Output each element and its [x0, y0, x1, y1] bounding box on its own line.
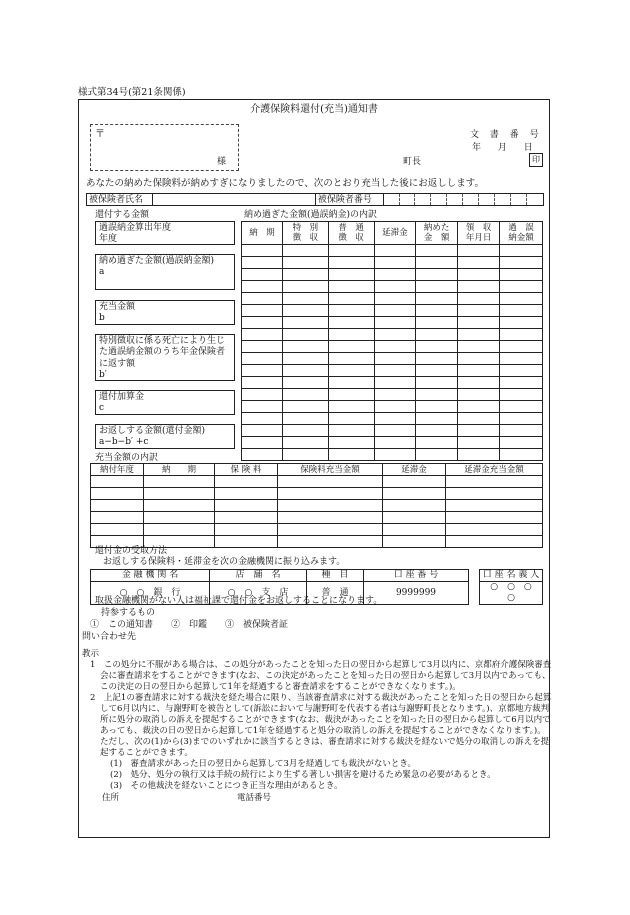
instruction-para-1: 1 この処分に不服がある場合は、この処分があったことを知った日の翌日から起算して3月以内に、京都府介護保険審査会に審査請求をすることができます(なお、この決定があったことを知った日の翌日から起算して3月以内であっても、この決定の日の翌日から起算して1年を経過すると審査請求をすることができなくなります。)。 — [90, 660, 552, 692]
overpaid-cell[interactable] — [282, 245, 328, 257]
overpaid-cell[interactable] — [328, 437, 374, 449]
allocation-cell[interactable] — [215, 488, 278, 500]
allocation-cell[interactable] — [383, 524, 446, 536]
overpaid-cell[interactable] — [242, 449, 283, 461]
overpaid-cell[interactable] — [282, 269, 328, 281]
overpaid-cell[interactable] — [374, 257, 416, 269]
overpaid-cell[interactable] — [242, 317, 283, 329]
overpaid-cell[interactable] — [416, 329, 458, 341]
allocation-cell[interactable] — [91, 512, 144, 524]
overpaid-cell[interactable] — [500, 269, 543, 281]
allocation-cell[interactable] — [383, 536, 446, 548]
contact-label: 問い合わせ先 — [82, 632, 137, 642]
bank-header: 金 融 機 関 名 — [91, 570, 210, 582]
overpaid-cell[interactable] — [282, 305, 328, 317]
overpaid-cell[interactable] — [416, 353, 458, 365]
overpaid-cell[interactable] — [374, 413, 416, 425]
allocation-cell[interactable] — [383, 500, 446, 512]
bank-spacer — [469, 582, 480, 605]
refund-allocated-box: 充当金額 b — [95, 300, 235, 325]
overpaid-cell[interactable] — [328, 401, 374, 413]
allocation-cell[interactable] — [446, 476, 543, 488]
overpaid-cell[interactable] — [282, 281, 328, 293]
insured-name-field[interactable] — [153, 194, 316, 205]
overpaid-cell[interactable] — [374, 317, 416, 329]
overpaid-cell[interactable] — [328, 389, 374, 401]
insured-number-digit[interactable] — [400, 194, 416, 205]
overpaid-cell[interactable] — [416, 389, 458, 401]
overpaid-cell[interactable] — [500, 293, 543, 305]
mayor-label: 町長 — [403, 157, 422, 167]
overpaid-cell[interactable] — [282, 389, 328, 401]
overpaid-cell[interactable] — [328, 365, 374, 377]
overpaid-cell[interactable] — [328, 245, 374, 257]
allocation-header: 保 険 料 — [215, 464, 278, 476]
overpaid-cell[interactable] — [242, 257, 283, 269]
overpaid-cell[interactable] — [242, 269, 283, 281]
refund-year-box: 過誤納金算出年度 年度 — [95, 221, 235, 245]
overpaid-row — [242, 413, 543, 425]
overpaid-cell[interactable] — [500, 305, 543, 317]
bank-value: ○ ○ 銀 行 — [91, 582, 210, 605]
overpaid-cell[interactable] — [242, 341, 283, 353]
refund-additional-box: 還付加算金 c — [95, 390, 235, 415]
overpaid-cell[interactable] — [242, 413, 283, 425]
overpaid-cell[interactable] — [458, 269, 500, 281]
insured-info-row — [86, 193, 544, 206]
overpaid-cell[interactable] — [416, 305, 458, 317]
allocation-header: 保険料充当金額 — [278, 464, 383, 476]
address-label: 住所 — [102, 793, 120, 803]
overpaid-row — [242, 389, 543, 401]
overpaid-header: 特 別 徴 収 — [282, 222, 328, 245]
overpaid-header: 普 通 徴 収 — [328, 222, 374, 245]
insured-number-digit[interactable] — [463, 194, 479, 205]
overpaid-cell[interactable] — [374, 425, 416, 437]
overpaid-cell[interactable] — [242, 377, 283, 389]
overpaid-cell[interactable] — [282, 377, 328, 389]
overpaid-cell[interactable] — [282, 353, 328, 365]
overpaid-cell[interactable] — [374, 293, 416, 305]
overpaid-cell[interactable] — [458, 341, 500, 353]
allocation-header: 納付年度 — [91, 464, 144, 476]
overpaid-cell[interactable] — [500, 317, 543, 329]
overpaid-cell[interactable] — [242, 401, 283, 413]
overpaid-cell[interactable] — [458, 365, 500, 377]
overpaid-cell[interactable] — [282, 425, 328, 437]
overpaid-cell[interactable] — [242, 329, 283, 341]
overpaid-cell[interactable] — [282, 329, 328, 341]
overpaid-cell[interactable] — [458, 389, 500, 401]
bring-label: 持参するもの — [101, 608, 156, 618]
overpaid-cell[interactable] — [374, 305, 416, 317]
instruction-sub-2: (2) 処分、処分の執行又は手続の続行により生ずる著しい損害を避けるため緊急の必要があるとき。 — [110, 770, 496, 780]
allocation-section-label: 充当金額の内訳 — [95, 453, 159, 463]
overpaid-cell[interactable] — [328, 341, 374, 353]
overpaid-cell[interactable] — [374, 377, 416, 389]
overpaid-header: 納 期 — [242, 222, 283, 245]
allocation-cell[interactable] — [144, 500, 215, 512]
allocation-cell[interactable] — [278, 536, 383, 548]
overpaid-cell[interactable] — [458, 257, 500, 269]
overpaid-cell[interactable] — [374, 341, 416, 353]
notice-text: あなたの納めた保険料が納めすぎになりましたので、次のとおり充当した後にお返しします。 — [86, 178, 485, 189]
allocation-cell[interactable] — [144, 488, 215, 500]
overpaid-cell[interactable] — [458, 245, 500, 257]
overpaid-row — [242, 269, 543, 281]
bank-header: 口 座 名 義 人 — [480, 570, 543, 582]
overpaid-cell[interactable] — [500, 377, 543, 389]
allocation-cell[interactable] — [383, 476, 446, 488]
overpaid-cell[interactable] — [458, 293, 500, 305]
allocation-cell[interactable] — [278, 476, 383, 488]
refund-total-box: お返しする金額(還付金額) a−b−b′ +c — [95, 424, 235, 449]
overpaid-cell[interactable] — [416, 245, 458, 257]
allocation-table — [90, 463, 543, 548]
bring-items: ① この通知書 ② 印鑑 ③ 被保険者証 — [90, 620, 289, 630]
overpaid-cell[interactable] — [500, 449, 543, 461]
overpaid-cell[interactable] — [458, 353, 500, 365]
bank-value: ○ ○ ○ ○ — [480, 582, 543, 605]
overpaid-cell[interactable] — [458, 437, 500, 449]
overpaid-cell[interactable] — [328, 293, 374, 305]
overpaid-cell[interactable] — [458, 281, 500, 293]
overpaid-row — [242, 365, 543, 377]
document-title: 介護保険料還付(充当)通知書 — [250, 104, 378, 115]
allocation-cell[interactable] — [446, 512, 543, 524]
bank-spacer — [469, 570, 480, 582]
overpaid-cell[interactable] — [458, 329, 500, 341]
overpaid-cell[interactable] — [416, 413, 458, 425]
bank-header: 口 座 番 号 — [364, 570, 469, 582]
overpaid-header: 過 誤 納金額 — [500, 222, 543, 245]
allocation-cell[interactable] — [383, 488, 446, 500]
allocation-cell[interactable] — [91, 476, 144, 488]
allocation-cell[interactable] — [278, 500, 383, 512]
overpaid-cell[interactable] — [242, 245, 283, 257]
overpaid-cell[interactable] — [458, 317, 500, 329]
overpaid-cell[interactable] — [500, 257, 543, 269]
sama-label: 様 — [217, 157, 227, 167]
no-bank-text: 取扱金融機関がない人は福祉課で還付金をお返しすることになります。 — [95, 596, 383, 606]
overpaid-cell[interactable] — [500, 329, 543, 341]
overpaid-cell[interactable] — [500, 341, 543, 353]
bank-header: 店 舗 名 — [210, 570, 307, 582]
overpaid-cell[interactable] — [282, 437, 328, 449]
overpaid-cell[interactable] — [500, 365, 543, 377]
allocation-cell[interactable] — [91, 500, 144, 512]
overpaid-row — [242, 317, 543, 329]
overpaid-cell[interactable] — [374, 269, 416, 281]
instruction-sub-3: (3) その他裁決を経ないことにつき正当な理由があるとき。 — [110, 781, 343, 791]
overpaid-row — [242, 293, 543, 305]
instruction-label: 教示 — [82, 649, 100, 659]
overpaid-cell[interactable] — [416, 365, 458, 377]
insured-number-digit[interactable] — [495, 194, 511, 205]
insured-number-digit[interactable] — [431, 194, 447, 205]
overpaid-cell[interactable] — [500, 425, 543, 437]
overpaid-cell[interactable] — [242, 305, 283, 317]
bank-value: ○ ○ 支 店 — [210, 582, 307, 605]
allocation-cell[interactable] — [144, 524, 215, 536]
instruction-section — [82, 649, 552, 804]
overpaid-cell[interactable] — [242, 365, 283, 377]
overpaid-row — [242, 305, 543, 317]
form-number: 様式第34号(第21条関係) — [78, 87, 186, 98]
overpaid-cell[interactable] — [416, 401, 458, 413]
overpaid-row — [242, 401, 543, 413]
overpaid-cell[interactable] — [374, 437, 416, 449]
overpaid-row — [242, 329, 543, 341]
overpaid-row — [242, 425, 543, 437]
overpaid-cell[interactable] — [500, 281, 543, 293]
insured-number-digit[interactable] — [511, 194, 527, 205]
overpaid-cell[interactable] — [242, 437, 283, 449]
overpaid-cell[interactable] — [328, 317, 374, 329]
allocation-header: 延滞金充当金額 — [446, 464, 543, 476]
refund-section-label: 還付する金額 — [95, 210, 150, 220]
overpaid-cell[interactable] — [458, 425, 500, 437]
overpaid-cell[interactable] — [328, 281, 374, 293]
allocation-cell[interactable] — [215, 500, 278, 512]
overpaid-cell[interactable] — [500, 437, 543, 449]
overpaid-cell[interactable] — [282, 413, 328, 425]
allocation-cell[interactable] — [278, 524, 383, 536]
overpaid-cell[interactable] — [374, 245, 416, 257]
overpaid-cell[interactable] — [416, 281, 458, 293]
overpaid-cell[interactable] — [500, 245, 543, 257]
insured-number-digit[interactable] — [447, 194, 463, 205]
allocation-cell[interactable] — [446, 488, 543, 500]
refund-pension-box: 特別徴収に係る死亡により生じた過誤納金額のうち年金保険者に返す額 b′ — [95, 334, 235, 381]
overpaid-row — [242, 437, 543, 449]
allocation-cell[interactable] — [446, 500, 543, 512]
overpaid-cell[interactable] — [282, 293, 328, 305]
overpaid-cell[interactable] — [374, 401, 416, 413]
overpaid-cell[interactable] — [374, 281, 416, 293]
overpaid-cell[interactable] — [374, 389, 416, 401]
overpaid-cell[interactable] — [282, 341, 328, 353]
overpaid-cell[interactable] — [500, 401, 543, 413]
refund-overpaid-box: 納め過ぎた金額(過誤納金額) a — [95, 254, 235, 290]
overpaid-cell[interactable] — [242, 281, 283, 293]
overpaid-header: 納めた 金 額 — [416, 222, 458, 245]
overpaid-cell[interactable] — [328, 353, 374, 365]
instruction-sub-1: (1) 審査請求があった日の翌日から起算して3月を経過しても裁決がないとき。 — [110, 759, 417, 769]
overpaid-cell[interactable] — [416, 377, 458, 389]
allocation-cell[interactable] — [215, 524, 278, 536]
allocation-row — [91, 524, 543, 536]
allocation-cell[interactable] — [383, 512, 446, 524]
receipt-method-text: お返しする保険料・延滞金を次の金融機関に振り込みます。 — [103, 557, 346, 567]
overpaid-row — [242, 377, 543, 389]
overpaid-cell[interactable] — [416, 425, 458, 437]
overpaid-cell[interactable] — [328, 425, 374, 437]
postal-mark: 〒 — [95, 129, 105, 140]
doc-number-label: 文 書 番 号 — [470, 130, 543, 140]
overpaid-header: 領 収 年月日 — [458, 222, 500, 245]
overpaid-cell[interactable] — [328, 305, 374, 317]
overpaid-cell[interactable] — [328, 449, 374, 461]
bank-value: 9999999 — [364, 582, 469, 605]
overpaid-cell[interactable] — [458, 305, 500, 317]
instruction-contact — [82, 793, 552, 804]
overpaid-row — [242, 281, 543, 293]
overpaid-cell[interactable] — [242, 389, 283, 401]
bank-value: 普 通 — [307, 582, 364, 605]
overpaid-cell[interactable] — [282, 257, 328, 269]
overpaid-cell[interactable] — [282, 317, 328, 329]
allocation-row — [91, 500, 543, 512]
overpaid-cell[interactable] — [374, 365, 416, 377]
allocation-header: 納 期 — [144, 464, 215, 476]
allocation-cell[interactable] — [215, 512, 278, 524]
overpaid-cell[interactable] — [500, 389, 543, 401]
overpaid-cell[interactable] — [416, 317, 458, 329]
overpaid-cell[interactable] — [416, 437, 458, 449]
overpaid-cell[interactable] — [328, 329, 374, 341]
allocation-cell[interactable] — [278, 512, 383, 524]
overpaid-row — [242, 341, 543, 353]
overpaid-cell[interactable] — [282, 449, 328, 461]
overpaid-cell[interactable] — [416, 269, 458, 281]
allocation-cell[interactable] — [144, 512, 215, 524]
overpaid-cell[interactable] — [416, 257, 458, 269]
insured-number-digit[interactable] — [415, 194, 431, 205]
overpaid-cell[interactable] — [374, 353, 416, 365]
overpaid-cell[interactable] — [416, 449, 458, 461]
insured-name-label: 被保険者氏名 — [87, 194, 153, 205]
overpaid-row — [242, 353, 543, 365]
overpaid-cell[interactable] — [416, 341, 458, 353]
allocation-row — [91, 476, 543, 488]
overpaid-cell[interactable] — [282, 365, 328, 377]
allocation-row — [91, 488, 543, 500]
overpaid-header: 延滞金 — [374, 222, 416, 245]
overpaid-row — [242, 257, 543, 269]
overpaid-cell[interactable] — [500, 353, 543, 365]
allocation-cell[interactable] — [278, 488, 383, 500]
allocation-header: 延滞金 — [383, 464, 446, 476]
insured-number-digit[interactable] — [479, 194, 495, 205]
insured-number-digit[interactable] — [527, 194, 543, 205]
overpaid-cell[interactable] — [328, 269, 374, 281]
allocation-cell[interactable] — [446, 536, 543, 548]
allocation-cell[interactable] — [91, 524, 144, 536]
overpaid-row — [242, 449, 543, 461]
overpaid-cell[interactable] — [416, 293, 458, 305]
allocation-row — [91, 512, 543, 524]
allocation-cell[interactable] — [215, 476, 278, 488]
overpaid-cell[interactable] — [242, 353, 283, 365]
seal-mark: 印 — [529, 153, 543, 167]
overpaid-cell[interactable] — [242, 293, 283, 305]
overpaid-cell[interactable] — [500, 413, 543, 425]
bank-header: 種 目 — [307, 570, 364, 582]
overpaid-cell[interactable] — [374, 329, 416, 341]
overpaid-cell[interactable] — [458, 377, 500, 389]
date-label: 年 月 日 — [472, 143, 533, 153]
overpaid-cell[interactable] — [328, 257, 374, 269]
insured-number-label: 被保険者番号 — [316, 194, 384, 205]
overpaid-cell[interactable] — [458, 449, 500, 461]
phone-label: 電話番号 — [237, 793, 272, 803]
overpaid-cell[interactable] — [282, 401, 328, 413]
insured-number-digit[interactable] — [384, 194, 400, 205]
overpaid-row — [242, 245, 543, 257]
allocation-cell[interactable] — [215, 536, 278, 548]
allocation-cell[interactable] — [446, 524, 543, 536]
overpaid-cell[interactable] — [328, 377, 374, 389]
overpaid-cell[interactable] — [242, 425, 283, 437]
receipt-method-label: 還付金の受取方法 — [95, 546, 168, 556]
allocation-cell[interactable] — [144, 476, 215, 488]
instruction-para-2: 2 上記1の審査請求に対する裁決を経た場合に限り、当該審査請求に対する裁決があったことを知った日の翌日から起算して6月以内に、与謝野町を被告として(訴訟において与謝野町を代表する者は与謝野町長となります。)、京都地方裁判所に処分の取消しの訴えを提起することができます(なお、裁決があったことを知った日の翌日から起算して6月以内であっても、裁決の日の翌日から起算して1年を経過すると処分の取消しの訴えを提起することができなくなります。)。ただし、次の(1)から(3)までのいずれかに該当するときは、審査請求に対する裁決を経ないで処分の取消しの訴えを提起することができます。 — [90, 693, 552, 758]
overpaid-cell[interactable] — [458, 413, 500, 425]
overpaid-cell[interactable] — [374, 449, 416, 461]
allocation-cell[interactable] — [91, 488, 144, 500]
overpaid-section-label: 納め過ぎた金額(過誤納金)の内訳 — [244, 210, 378, 220]
overpaid-cell[interactable] — [458, 401, 500, 413]
overpaid-table — [241, 221, 543, 461]
overpaid-cell[interactable] — [328, 413, 374, 425]
